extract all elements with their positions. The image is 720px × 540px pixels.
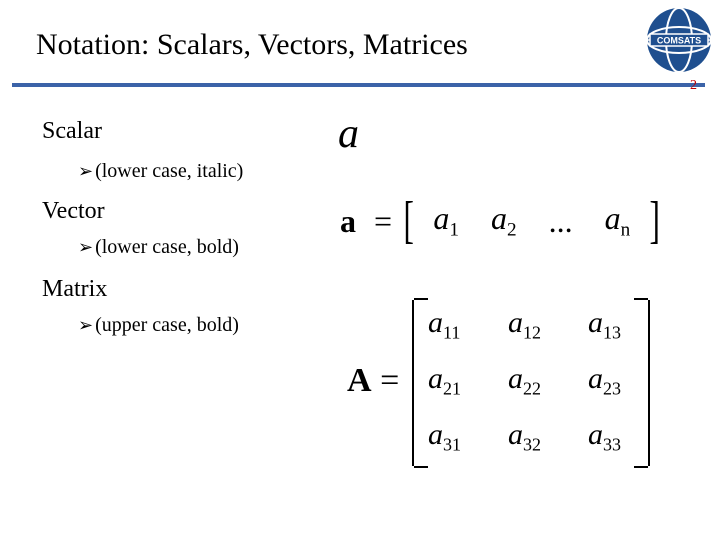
right-bracket: ] xyxy=(649,192,661,249)
equals-sign: = xyxy=(380,362,400,399)
note-vector: ➢ (lower case, bold) xyxy=(78,236,239,258)
equals-sign: = xyxy=(374,202,393,239)
note-matrix: ➢ (upper case, bold) xyxy=(78,314,239,336)
vector-element: $a_1$ xyxy=(433,200,459,241)
heading-vector: Vector xyxy=(42,198,105,224)
page-number: 2 xyxy=(690,78,697,93)
arrow-bullet-icon: ➢ xyxy=(78,161,94,182)
matrix-cell: $a_{11}$ xyxy=(428,306,461,343)
arrow-bullet-icon: ➢ xyxy=(78,237,94,258)
matrix-cell: $a_{12}$ xyxy=(508,306,541,343)
vector-element: $a_2$ xyxy=(490,200,517,241)
matrix-brackets xyxy=(412,300,650,466)
matrix-cell: $a_{32}$ xyxy=(508,418,541,455)
note-scalar: ➢ (lower case, italic) xyxy=(78,160,244,182)
matrix-cell: $a_{13}$ xyxy=(588,306,621,343)
comsats-logo xyxy=(645,6,713,74)
matrix-cell: $a_{31}$ xyxy=(428,418,461,455)
vector-symbol: a xyxy=(340,202,356,239)
scalar-symbol: a xyxy=(338,111,359,157)
vector-ellipsis: ... xyxy=(548,202,573,239)
logo-text: COMSATS xyxy=(656,35,702,46)
matrix-cell: $a_{22}$ xyxy=(508,362,541,399)
slide-title: Notation: Scalars, Vectors, Matrices xyxy=(36,28,468,61)
arrow-bullet-icon: ➢ xyxy=(78,315,94,336)
left-bracket: [ xyxy=(403,192,414,249)
vector-element: $a_n$ xyxy=(604,200,631,241)
matrix-symbol: A xyxy=(347,362,372,399)
matrix-cell: $a_{21}$ xyxy=(428,362,461,399)
heading-scalar: Scalar xyxy=(42,118,102,144)
matrix-cell: $a_{33}$ xyxy=(588,418,621,455)
matrix-lhs xyxy=(347,362,399,400)
matrix-cell: $a_{23}$ xyxy=(588,362,621,399)
title-rule xyxy=(12,83,705,87)
heading-matrix: Matrix xyxy=(42,276,108,302)
vector-equation xyxy=(340,192,663,249)
